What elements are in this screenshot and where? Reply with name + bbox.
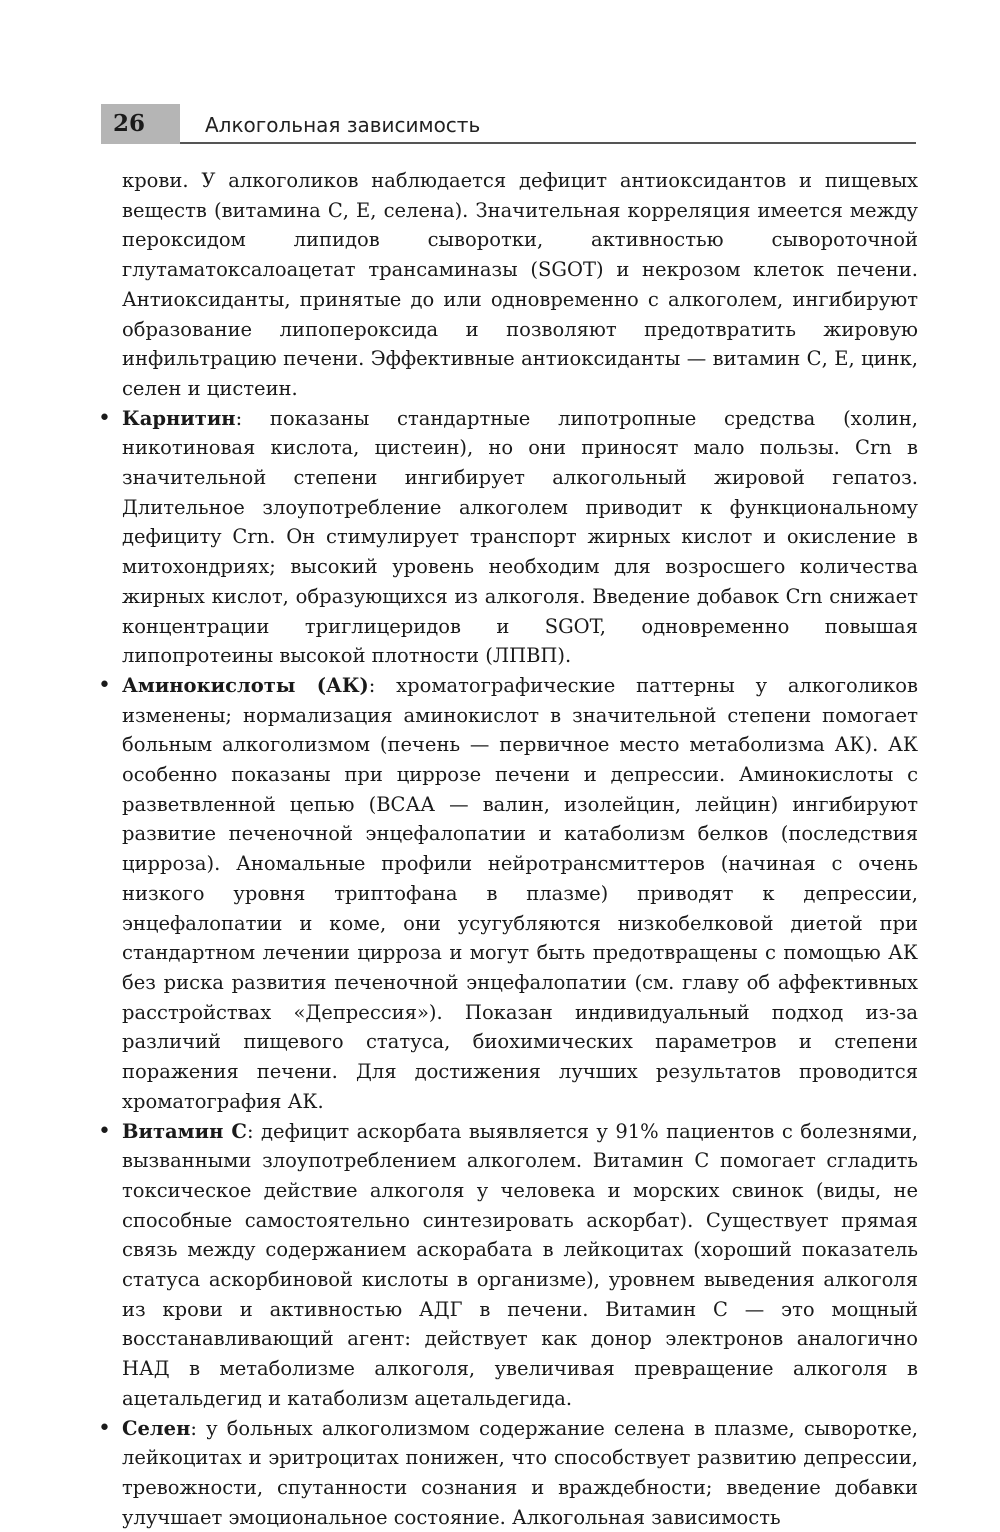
- bullet-icon: •: [98, 405, 111, 431]
- running-title: Алкогольная зависимость: [205, 113, 481, 137]
- bullet-item-vitamin-c: [98, 1117, 919, 1414]
- bullet-icon: •: [98, 1118, 111, 1144]
- bullet-text: : у больных алкоголизмом содержание селена в плазме, сыворотке, лейкоцитах и эритроцитах понижен, что способствует развитию депрессии, тревожности, спутанности сознания и враждебности; введение добавки улучшает эмоциональное состояние. Алкогольная зависимость: [122, 1416, 918, 1529]
- page-header: [101, 104, 916, 144]
- bullet-item-amino-acids: [98, 671, 919, 1117]
- bullet-list: [98, 404, 919, 1532]
- bullet-term: Карнитин: [122, 406, 236, 430]
- bullet-term: Селен: [122, 1416, 191, 1440]
- bullet-item-selenium: [98, 1414, 918, 1532]
- bullet-term: Витамин С: [122, 1119, 247, 1143]
- header-rule: [180, 142, 916, 144]
- bullet-text: : дефицит аскорбата выявляется у 91% пациентов с болезнями, вызванными злоупотреблением алкоголем. Витамин С помогает сгладить токсическое действие алкоголя у человека и морских свинок (виды, не способные самостоятельно синтезировать аскорбат). Существует прямая связь между содержанием аскорабата в лейкоцитах (хороший показатель статуса аскорбиновой кислоты в организме), уровнем выведения алкоголя из крови и активностью АДГ в печени. Витамин С — это мощный восстанавливающий агент: действует как донор электронов аналогично НАД в метаболизме алкоголя, увеличивая превращение алкоголя в ацетальдегид и катаболизм ацетальдегида.: [122, 1119, 919, 1410]
- bullet-term: Аминокислоты (АК): [122, 673, 369, 697]
- intro-paragraph: крови. У алкоголиков наблюдается дефицит антиоксидантов и пищевых веществ (витамина С, Е, селена). Значительная корреляция имеется между пероксидом липидов сыворотки, активностью сывороточной глутаматоксалоацетат трансаминазы (SGOT) и некрозом клеток печени. Антиоксиданты, принятые до или одновременно с алкоголем, ингибируют образование липопероксида и позволяют предотвратить жировую инфильтрацию печени. Эффективные антиоксиданты — витамин С, Е, цинк, селен и цистеин.: [122, 169, 918, 400]
- page-number: 26: [101, 104, 180, 144]
- page-body: [98, 166, 919, 1532]
- bullet-icon: •: [98, 672, 111, 698]
- bullet-icon: •: [98, 1415, 111, 1441]
- bullet-text: : хроматографические паттерны у алкоголиков изменены; нормализация аминокислот в значительной степени помогает больным алкоголизмом (печень — первичное место метаболизма АК). АК особенно показаны при циррозе печени и депрессии. Аминокислоты с разветвленной цепью (ВСАА — валин, изолейцин, лейцин) ингибируют развитие печеночной энцефалопатии и катаболизм белков (последствия цирроза). Аномальные профили нейротрансмиттеров (начиная с очень низкого уровня триптофана в плазме) приводят к депрессии, энцефалопатии и коме, они усугубляются низкобелковой диетой при стандартном лечении цирроза и могут быть предотвращены с помощью АК без риска развития печеночной энцефалопатии (см. главу об аффективных расстройствах «Депрессия»). Показан индивидуальный подход из-за различий пищевого статуса, биохимических параметров и степени поражения печени. Для достижения лучших результатов проводится хроматография АК.: [122, 673, 919, 1113]
- bullet-item-carnitine: [98, 404, 918, 671]
- bullet-text: : показаны стандартные липотропные средства (холин, никотиновая кислота, цистеин), но они приносят мало пользы. Crn в значительной степени ингибирует алкогольный жировой гепатоз. Длительное злоупотребление алкоголем приводит к функциональному дефициту Crn. Он стимулирует транспорт жирных кислот и окисление в митохондриях; высокий уровень необходим для возросшего количества жирных кислот, образующихся из алкоголя. Введение добавок Crn снижает концентрации триглицеридов и SGOT, одновременно повышая липопротеины высокой плотности (ЛПВП).: [122, 406, 918, 668]
